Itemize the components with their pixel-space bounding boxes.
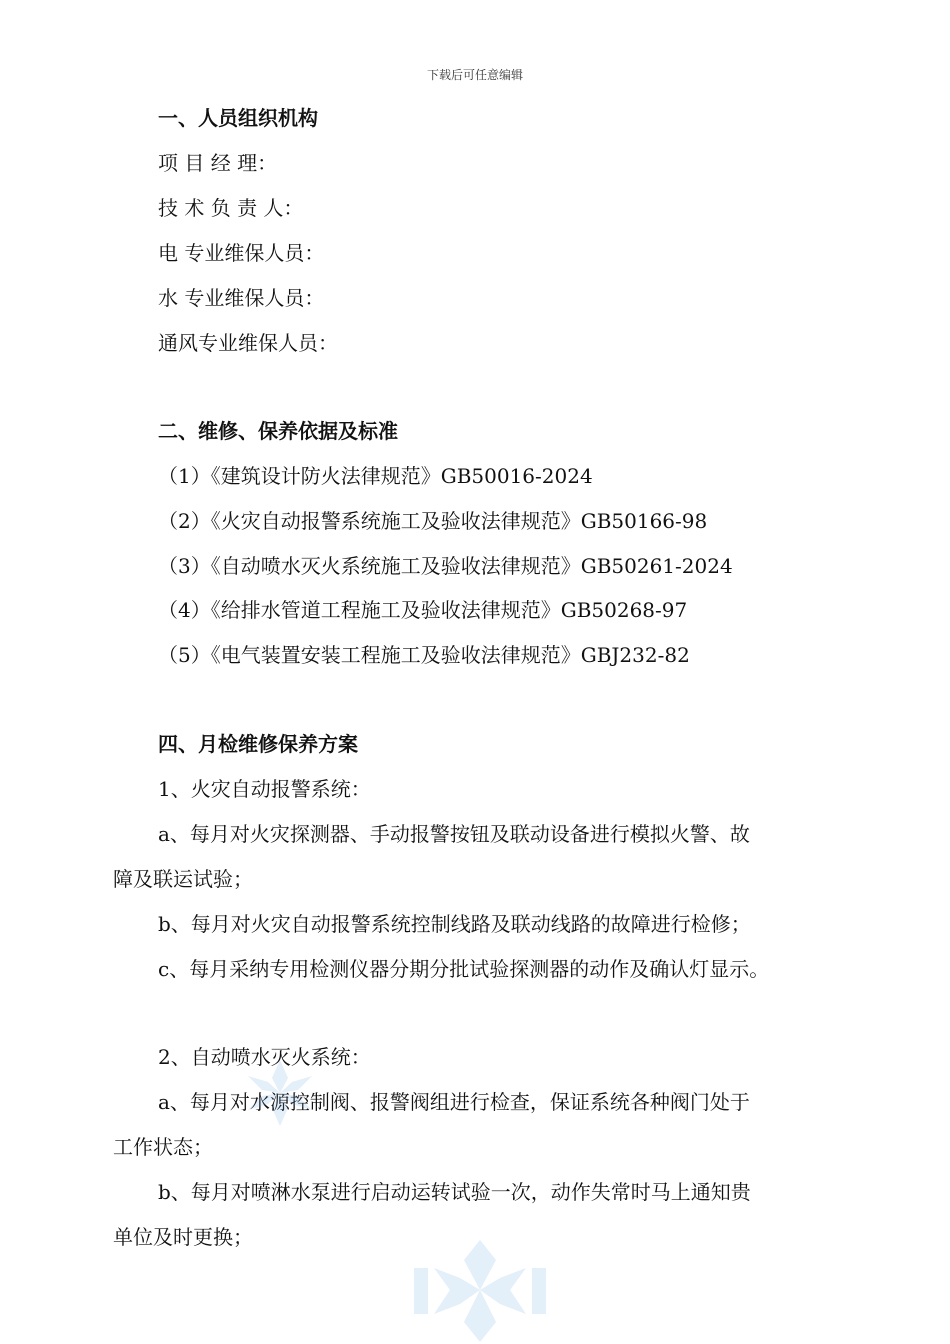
- fire-alarm-item-a-line1: a、每月对火灾探测器、手动报警按钮及联动设备进行模拟火警、故: [158, 822, 750, 846]
- watermark-emblem-icon: [410, 1238, 550, 1344]
- standard-item: （3）《自动喷水灭火系统施工及验收法律规范》GB50261-2024: [158, 554, 733, 578]
- watermark-snowflake-icon: [240, 1058, 320, 1128]
- subsection-fire-alarm-title: 1、火灾自动报警系统：: [158, 777, 371, 801]
- fire-alarm-item-b: b、每月对火灾自动报警系统控制线路及联动线路的故障进行检修；: [158, 912, 751, 936]
- sprinkler-item-b-line1: b、每月对喷淋水泵进行启动运转试验一次，动作失常时马上通知贵: [158, 1180, 751, 1204]
- standard-item: （5）《电气装置安装工程施工及验收法律规范》GBJ232-82: [158, 643, 690, 667]
- page-header-note: 下载后可任意编辑: [426, 68, 523, 82]
- section-1-heading: 一、人员组织机构: [158, 106, 318, 130]
- standard-item: （2）《火灾自动报警系统施工及验收法律规范》GB50166-98: [158, 509, 708, 533]
- sprinkler-item-a-line1: a、每月对水源控制阀、报警阀组进行检查，保证系统各种阀门处于: [158, 1090, 750, 1114]
- subsection-sprinkler-title: 2、自动喷水灭火系统：: [158, 1045, 371, 1069]
- sprinkler-item-b-line2: 单位及时更换；: [113, 1225, 253, 1249]
- standard-item: （4）《给排水管道工程施工及验收法律规范》GB50268-97: [158, 598, 688, 622]
- staff-row-ventilation: 通风专业维保人员：: [158, 331, 338, 355]
- staff-row-water: 水 专业维保人员：: [158, 286, 325, 310]
- section-4-heading: 四、月检维修保养方案: [158, 732, 358, 756]
- staff-row-technical-lead: 技 术 负 责 人：: [158, 196, 304, 220]
- staff-row-project-manager: 项 目 经 理：: [158, 151, 278, 175]
- fire-alarm-item-a-line2: 障及联运试验；: [113, 867, 253, 891]
- section-2-heading: 二、维修、保养依据及标准: [158, 419, 398, 443]
- sprinkler-item-a-line2: 工作状态；: [113, 1135, 213, 1159]
- staff-row-electrical: 电 专业维保人员：: [158, 241, 325, 265]
- fire-alarm-item-c: c、每月采纳专用检测仪器分期分批试验探测器的动作及确认灯显示。: [158, 957, 770, 981]
- standard-item: （1）《建筑设计防火法律规范》GB50016-2024: [158, 464, 593, 488]
